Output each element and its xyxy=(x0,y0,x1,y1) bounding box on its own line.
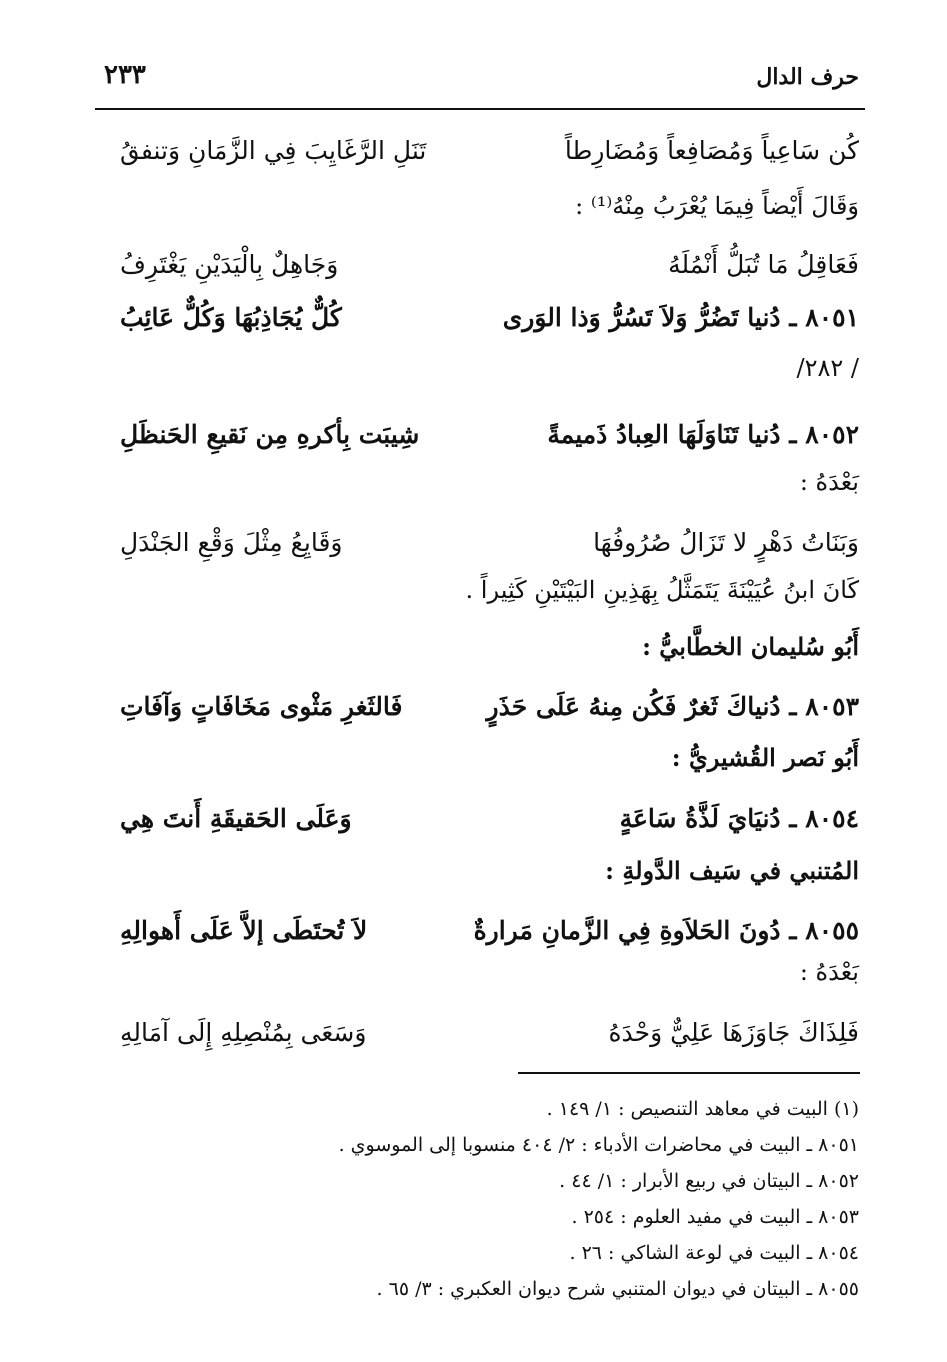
verse-second-hemistich: كُلٌّ يُجَاذِبُهَا وَكُلٌّ عَائِبُ xyxy=(120,302,342,332)
verse-8055 xyxy=(120,908,859,952)
footnote: ٨٠٥٣ ـ البيت في مفيد العلوم : ٢٥٤ . xyxy=(571,1206,859,1228)
verse-first-hemistich: ٨٠٥١ ـ دُنيا تَضُرُّ وَلاَ تَسُرُّ وَذا الوَرى xyxy=(502,302,859,332)
verse-second-hemistich: فَالثَغرِ مَثْوى مَخَافَاتٍ وَآفَاتِ xyxy=(120,691,403,721)
verse-line xyxy=(120,520,859,564)
footnote: (١) البيت في معاهد التنصيص : ١/ ١٤٩ . xyxy=(546,1098,859,1120)
verse-second-hemistich: تَنَلِ الرَّغَايِبَ فِي الزَّمَانِ وَتنفقُ xyxy=(120,135,427,165)
prose-line: وَقَالَ أَيْضاً فِيمَا يُعْرَبُ مِنْهُ⁽¹⁾ : xyxy=(575,192,859,220)
verse-first-hemistich: ٨٠٥٢ ـ دُنيا تَنَاوَلَهَا العِبادُ ذَميمةً xyxy=(547,419,859,449)
footnote-divider xyxy=(518,1072,860,1074)
running-header-title: حرف الدال xyxy=(756,64,859,90)
verse-second-hemistich: وَعَلَى الحَقيقَةِ أَنتَ هِي xyxy=(120,803,352,833)
verse-8054 xyxy=(120,796,859,840)
poet-heading: أَبُو نَصر القُشيريُّ : xyxy=(671,743,859,772)
footnote: ٨٠٥١ ـ البيت في محاضرات الأدباء : ٢/ ٤٠٤ منسوبا إلى الموسوي . xyxy=(338,1134,859,1156)
verse-second-hemistich: وَسَعَى بِمُنْصِلِهِ إِلَى آمَالِهِ xyxy=(120,1017,367,1047)
verse-8052 xyxy=(120,412,859,456)
footnote: ٨٠٥٤ ـ البيت في لوعة الشاكي : ٢٦ . xyxy=(569,1242,859,1264)
verse-second-hemistich: وَجَاهِلٌ بِالْيَدَيْنِ يَغْتَرِفُ xyxy=(120,249,339,279)
prose-line: بَعْدَهُ : xyxy=(799,958,859,986)
verse-first-hemistich: كُن سَاعِياً وَمُصَافِعاً وَمُضَارِطاً xyxy=(564,135,859,165)
verse-second-hemistich: لاَ تُحتَطَى إلاَّ عَلَى أَهوالِهِ xyxy=(120,915,368,945)
verse-first-hemistich: فَلِذَاكَ جَاوَزَهَا عَلِيٌّ وَحْدَهُ xyxy=(608,1017,859,1047)
poet-heading: المُتنبي في سَيف الدَّولةِ : xyxy=(605,856,859,885)
verse-line xyxy=(120,242,859,286)
header-divider xyxy=(95,108,865,110)
footnote: ٨٠٥٥ ـ البيتان في ديوان المتنبي شرح ديوان العكبري : ٣/ ٦٥ . xyxy=(376,1278,859,1300)
verse-first-hemistich: ٨٠٥٤ ـ دُنيَايَ لَذَّةُ سَاعَةٍ xyxy=(619,803,859,833)
manuscript-page-marker: / ٢٨٢/ xyxy=(796,354,859,382)
verse-second-hemistich: وَقَايِعُ مِثْلَ وَقْعِ الجَنْدَلِ xyxy=(120,527,343,557)
prose-line: بَعْدَهُ : xyxy=(799,468,859,496)
poet-heading: أَبُو سُليمان الخطَّابيُّ : xyxy=(642,632,859,661)
verse-8053 xyxy=(120,684,859,728)
verse-first-hemistich: وَبَنَاتُ دَهْرٍ لا تَزَالُ صُرُوفُهَا xyxy=(593,527,859,557)
prose-line: كَانَ ابنُ عُيَيْنَةَ يَتَمَثَّلُ بِهَذِينِ البَيْتَيْنِ كَثِيراً . xyxy=(465,576,859,604)
verse-second-hemistich: شِيبَت بِأكرهِ مِن نَقيعِ الحَنظَلِ xyxy=(120,419,420,449)
verse-line xyxy=(120,1010,859,1054)
verse-first-hemistich: ٨٠٥٣ ـ دُنياكَ ثَغرٌ فَكُن مِنهُ عَلَى حَذَرٍ xyxy=(486,691,859,721)
footnote: ٨٠٥٢ ـ البيتان في ربيع الأبرار : ١/ ٤٤ . xyxy=(559,1170,859,1192)
verse-line xyxy=(120,128,859,172)
page-number: ٢٣٣ xyxy=(104,60,146,90)
verse-first-hemistich: فَعَاقِلُ مَا تُبَلُّ أَنْمُلَهُ xyxy=(668,249,859,279)
verse-8051 xyxy=(120,295,859,339)
verse-first-hemistich: ٨٠٥٥ ـ دُونَ الحَلاَوةِ فِي الزَّمانِ مَرارةٌ xyxy=(473,915,859,945)
